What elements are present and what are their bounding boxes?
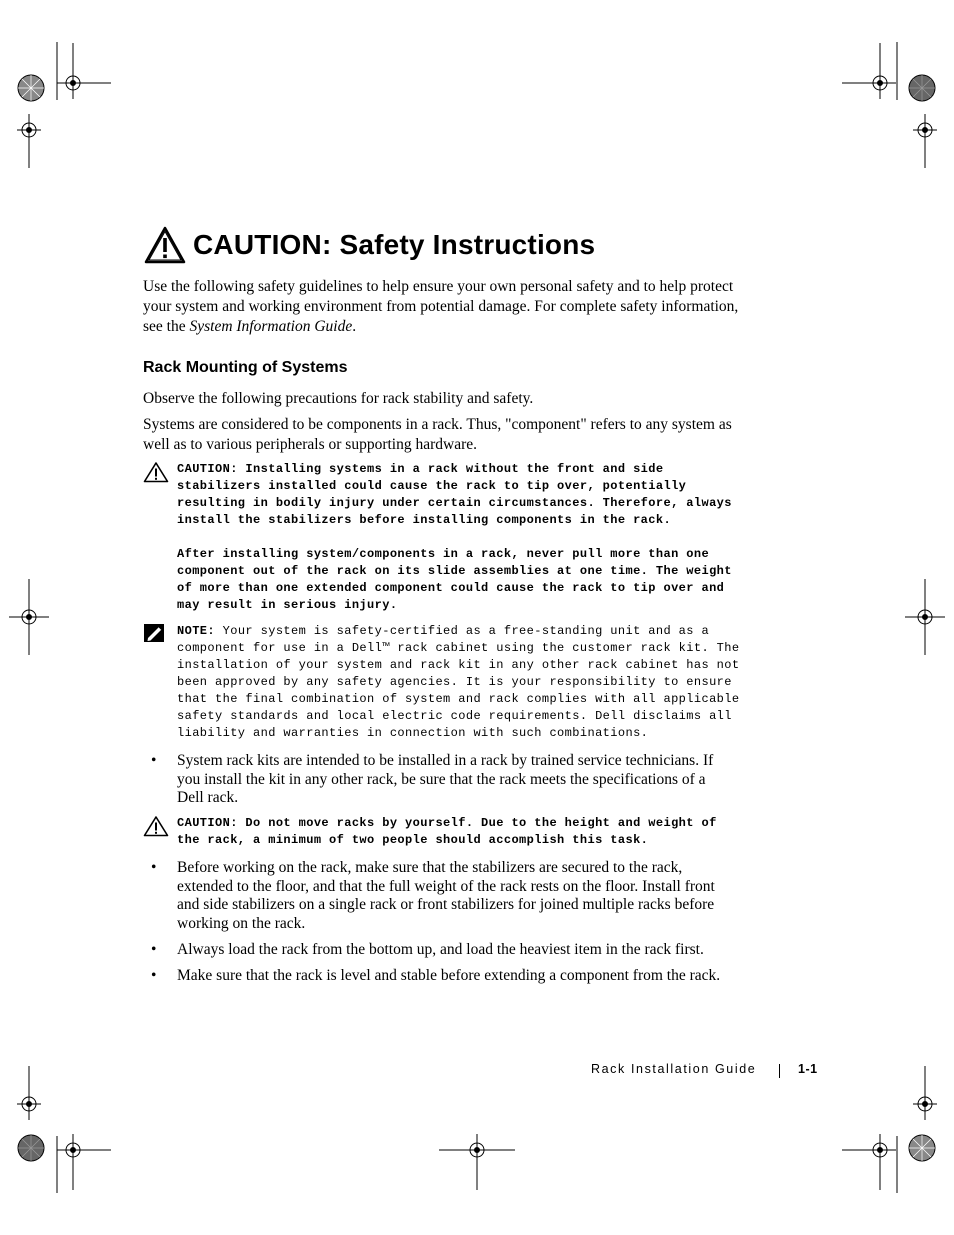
warning-triangle-icon bbox=[143, 461, 169, 483]
starburst-target-icon bbox=[909, 75, 935, 101]
page-number: 1-1 bbox=[798, 1062, 818, 1076]
crosshair-registration-icon bbox=[842, 1134, 896, 1190]
crosshair-registration-icon bbox=[842, 43, 896, 99]
pencil-note-icon bbox=[143, 623, 167, 643]
page-title-text: CAUTION: Safety Instructions bbox=[193, 229, 596, 260]
list-item bbox=[143, 859, 733, 933]
crosshair-registration-icon bbox=[57, 1134, 111, 1190]
footer-separator bbox=[779, 1064, 780, 1078]
bullet-marker: • bbox=[151, 941, 157, 958]
crosshair-registration-icon bbox=[17, 1066, 41, 1120]
footer-guide-name: Rack Installation Guide bbox=[591, 1062, 757, 1076]
intro-text: Use the following safety guidelines to help ensure your own personal safety and to help protect your system and working environment from potential damage. For complete safety information, see the bbox=[143, 278, 739, 335]
section-heading: Rack Mounting of Systems bbox=[143, 359, 348, 376]
crosshair-registration-icon bbox=[17, 114, 41, 168]
starburst-target-icon bbox=[18, 1135, 44, 1161]
note-body: Your system is safety-certified as a free-standing unit and as a component for use in a Dell™ rack cabinet using the customer rack kit. The installation of your system and rack kit in any other rack cabinet has not been approved by any safety agencies. It is your responsibility to ensure that the final combination of system and rack complies with all applicable safety standards and local electric code requirements. Dell disclaims all liability and warranties in connection with such combinations. bbox=[177, 624, 740, 740]
list-item-text: Always load the rack from the bottom up, and load the heaviest item in the rack first. bbox=[177, 941, 704, 958]
list-item-text: System rack kits are intended to be installed in a rack by trained service technicians. If you install the kit in any other rack, be sure that the rack meets the specifications of a Dell rack. bbox=[177, 752, 714, 806]
intro-paragraph bbox=[143, 277, 743, 337]
warning-triangle-icon bbox=[143, 225, 187, 265]
note-block bbox=[143, 623, 743, 742]
bullet-marker: • bbox=[151, 967, 157, 984]
list-item bbox=[143, 752, 733, 808]
crosshair-registration-icon bbox=[439, 1134, 515, 1190]
crosshair-registration-icon bbox=[913, 1066, 937, 1120]
list-item-text: Make sure that the rack is level and stable before extending a component from the rack. bbox=[177, 967, 721, 984]
page-title bbox=[143, 225, 595, 265]
caution-1-text-2: After installing system/components in a rack, never pull more than one component out of the rack on its slide assemblies at one time. The weight of more than one extended component could cause the rack to tip over and may result in serious injury. bbox=[177, 547, 732, 612]
bullet-marker: • bbox=[151, 752, 157, 769]
caution-1-text: CAUTION: Installing systems in a rack without the front and side stabilizers installed could cause the rack to tip over, potentially resulting in bodily injury under certain circumstances. Therefore, always install the stabilizers before installing components in the rack. bbox=[177, 462, 732, 527]
section-paragraph-1: Observe the following precautions for rack stability and safety. bbox=[143, 390, 534, 407]
starburst-target-icon bbox=[18, 75, 44, 101]
warning-triangle-icon bbox=[143, 815, 169, 837]
intro-text-end: . bbox=[352, 318, 357, 335]
starburst-target-icon bbox=[909, 1135, 935, 1161]
crosshair-registration-icon bbox=[57, 43, 111, 99]
guide-title: System Information Guide bbox=[189, 318, 353, 335]
caution-block-1 bbox=[143, 461, 743, 614]
section-paragraph-2: Systems are considered to be components in a rack. Thus, "component" refers to any system as well as to various peripherals or supporting hardware. bbox=[143, 416, 732, 453]
note-label: NOTE: bbox=[177, 624, 216, 638]
caution-block-2 bbox=[143, 815, 743, 849]
note-text bbox=[177, 623, 743, 742]
list-item bbox=[143, 941, 733, 960]
crosshair-registration-icon bbox=[913, 114, 937, 168]
caution-2-text: CAUTION: Do not move racks by yourself. Due to the height and weight of the rack, a minimum of two people should accomplish this task. bbox=[177, 816, 717, 847]
crosshair-registration-icon bbox=[9, 579, 49, 655]
list-item-text: Before working on the rack, make sure that the stabilizers are secured to the rack, extended to the floor, and that the full weight of the rack rests on the floor. Install front and side stabilizers on a single rack or front stabilizers for joined multiple racks before working on the rack. bbox=[177, 859, 715, 932]
crosshair-registration-icon bbox=[905, 579, 945, 655]
list-item bbox=[143, 967, 733, 986]
bullet-marker: • bbox=[151, 859, 157, 876]
